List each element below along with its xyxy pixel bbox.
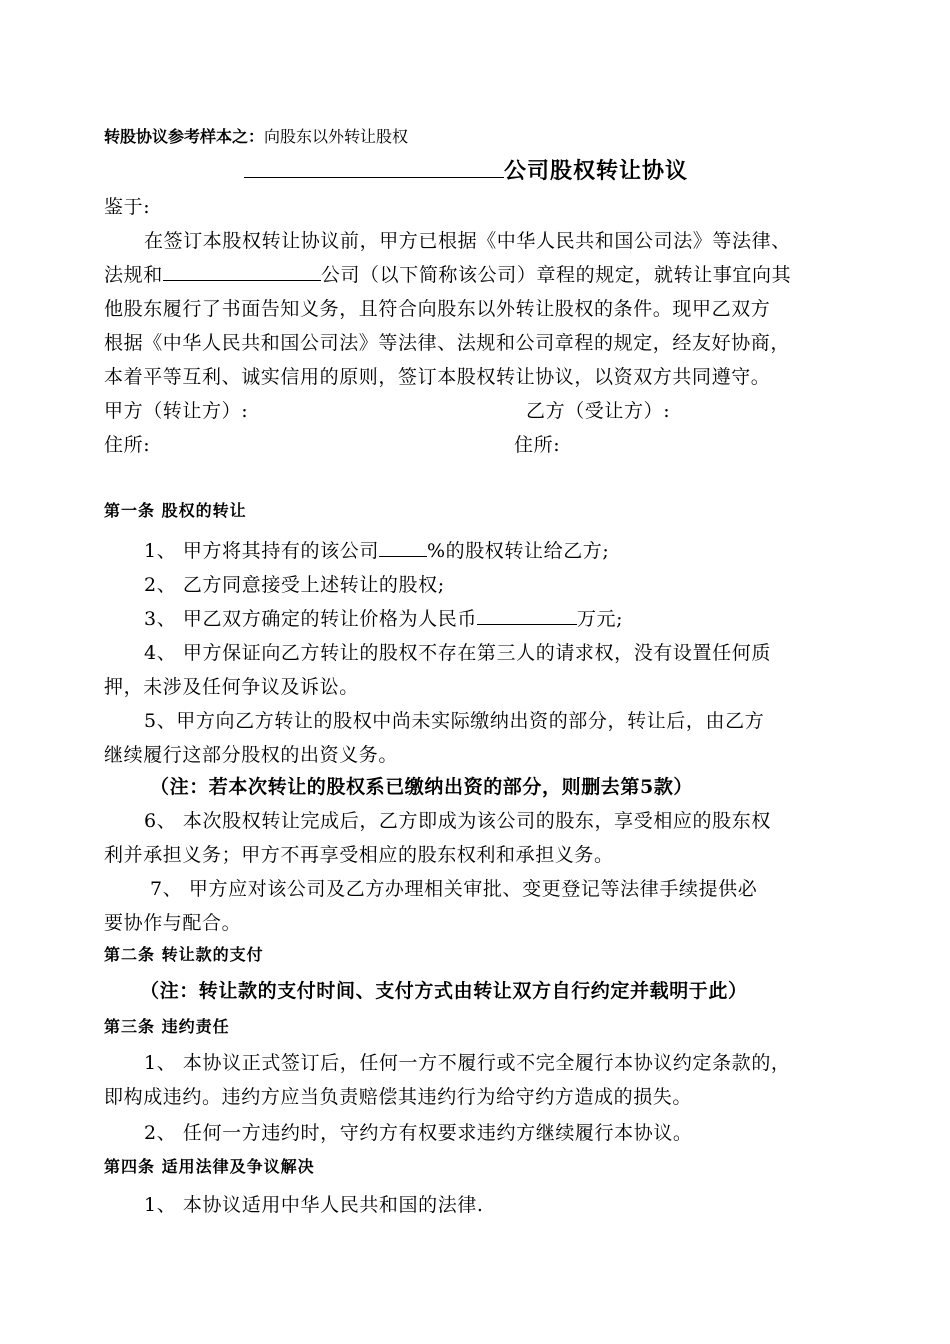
article-1-item-5-line-2: 继续履行这部分股权的出资义务。	[104, 744, 399, 766]
article-1-heading: 第一条 股权的转让	[104, 501, 247, 520]
party-a-address: 住所:	[104, 434, 151, 456]
party-b-label: 乙方（受让方）:	[526, 400, 671, 422]
article-3-item-1-line-2: 即构成违约。违约方应当负责赔偿其违约行为给守约方造成的损失。	[104, 1086, 693, 1108]
party-a-label: 甲方（转让方）:	[104, 400, 249, 422]
preamble-line-4: 根据《中华人民共和国公司法》等法律、法规和公司章程的规定，经友好协商，	[104, 332, 791, 354]
article-3-item-1-line-1: 1、 本协议正式签订后，任何一方不履行或不完全履行本协议约定条款的，	[144, 1052, 791, 1074]
document-header	[104, 124, 408, 147]
title-text: 公司股权转让协议	[504, 158, 689, 184]
document-title	[244, 154, 688, 185]
preamble-line-5: 本着平等互利、诚实信用的原则，签订本股权转让协议，以资双方共同遵守。	[104, 366, 771, 388]
article-3-item-2: 2、 任何一方违约时，守约方有权要求违约方继续履行本协议。	[144, 1122, 693, 1144]
article-3-heading: 第三条 违约责任	[104, 1017, 230, 1036]
article-1-item-2: 2、 乙方同意接受上述转让的股权;	[144, 574, 445, 596]
preamble-line-2b: 公司（以下简称该公司）章程的规定，就转让事宜向其	[320, 264, 792, 286]
article-4-heading: 第四条 适用法律及争议解决	[104, 1157, 315, 1176]
header-label: 转股协议参考样本之：	[104, 127, 265, 146]
article-1-item-7-line-1: 7、 甲方应对该公司及乙方办理相关审批、变更登记等法律手续提供必	[150, 878, 758, 900]
article-4-item-1: 1、 本协议适用中华人民共和国的法律.	[144, 1194, 484, 1216]
article-1-item-1	[144, 536, 609, 563]
article-1-item-1b: %的股权转让给乙方;	[426, 540, 610, 562]
article-1-item-3b: 万元;	[576, 608, 624, 630]
header-subtitle: 向股东以外转让股权	[264, 127, 409, 146]
article-1-note: （注：若本次转让的股权系已缴纳出资的部分，则删去第5款）	[150, 776, 694, 798]
article-1-item-5-line-1: 5、甲方向乙方转让的股权中尚未实际缴纳出资的部分，转让后，由乙方	[144, 710, 765, 732]
article-1-item-3a: 3、 甲乙双方确定的转让价格为人民币	[144, 608, 477, 630]
company-blank	[163, 262, 321, 281]
company-name-blank	[244, 155, 504, 178]
article-1-item-4-line-1: 4、 甲方保证向乙方转让的股权不存在第三人的请求权，没有设置任何质	[144, 642, 771, 664]
preamble-line-3: 他股东履行了书面告知义务，且符合向股东以外转让股权的条件。现甲乙双方	[104, 298, 771, 320]
article-2-heading: 第二条 转让款的支付	[104, 945, 264, 964]
price-blank	[477, 606, 577, 625]
preamble-line-1: 在签订本股权转让协议前，甲方已根据《中华人民共和国公司法》等法律、	[144, 230, 791, 252]
article-1-item-1a: 1、 甲方将其持有的该公司	[144, 540, 379, 562]
article-1-item-3	[144, 604, 623, 631]
article-1-item-7-line-2: 要协作与配合。	[104, 912, 242, 934]
article-2-note: （注：转让款的支付时间、支付方式由转让双方自行约定并载明于此）	[140, 980, 748, 1002]
percentage-blank	[379, 538, 427, 557]
article-1-item-6-line-1: 6、 本次股权转让完成后，乙方即成为该公司的股东，享受相应的股东权	[144, 810, 771, 832]
party-b-address: 住所:	[514, 434, 561, 456]
preamble-line-2a: 法规和	[104, 264, 163, 286]
article-1-item-6-line-2: 利并承担义务；甲方不再享受相应的股东权利和承担义务。	[104, 844, 614, 866]
preamble-line-2	[104, 260, 791, 287]
whereas-label: 鉴于:	[104, 196, 151, 218]
article-1-item-4-line-2: 押，未涉及任何争议及诉讼。	[104, 676, 359, 698]
